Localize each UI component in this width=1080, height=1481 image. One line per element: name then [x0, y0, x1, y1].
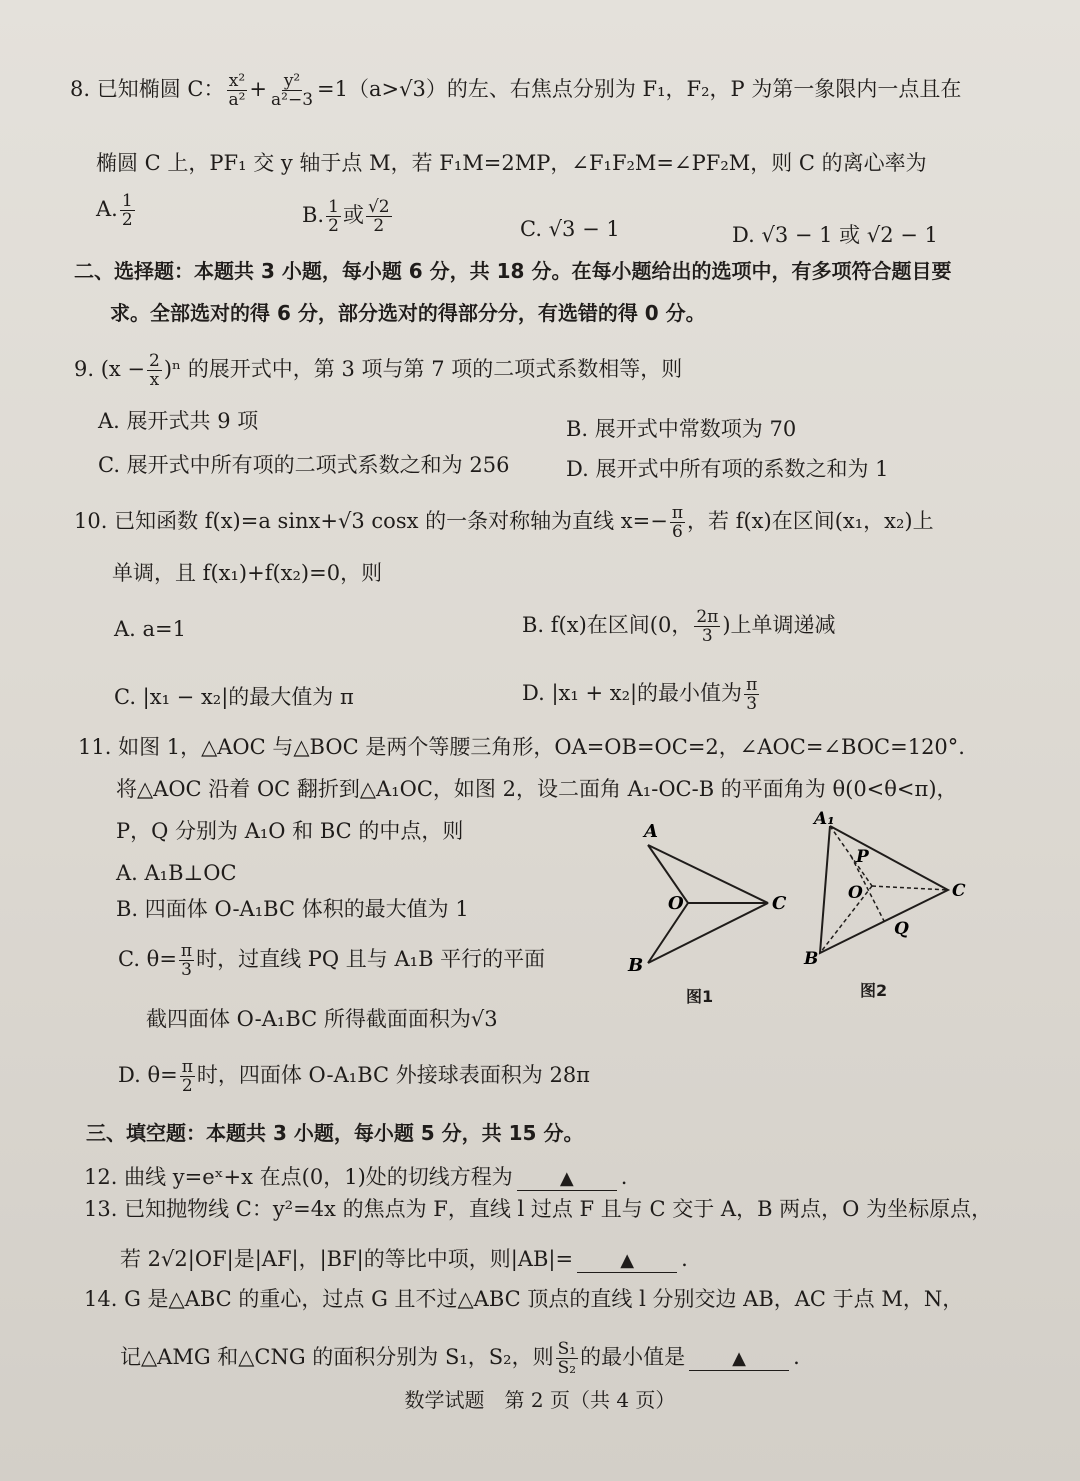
fig1-label-o: O	[668, 893, 684, 914]
q10-option-b: B. f(x)在区间(0， $\frac{2\pi}{3}$ )上单调递减	[522, 607, 836, 646]
section2-instructions: 求。全部选对的得 6 分，部分选对的得部分分，有选错的得 0 分。	[110, 301, 706, 325]
q9-option-a: A. 展开式共 9 项	[98, 409, 259, 433]
q11-option-a: A. A₁B⊥OC	[116, 861, 237, 885]
q12-stem: 12. 曲线 y=eˣ+x 在点(0，1)处的切线方程为 ▲ .	[84, 1165, 628, 1189]
q8-stem-line1: 8. 已知椭圆 C： $\frac{\text{x²}}{\text{a²}}$ + $\frac{\text{y²}}{\text{a²−3}}$ =1（a>√3）的左、右焦点分别为 F₁，F₂，P 为第一象限内一点且在	[70, 71, 962, 110]
q12-answer-blank[interactable]: ▲	[517, 1168, 617, 1191]
q9-stem: 9. (x − $\frac{2}{x}$ )ⁿ 的展开式中，第 3 项与第 7 项的二项式系数相等，则	[74, 351, 683, 390]
q8-frac-y: $\frac{\text{y²}}{\text{a²−3}}$	[271, 71, 314, 110]
q10-option-c: C. |x₁ − x₂|的最大值为 π	[114, 685, 354, 709]
q8-option-b: B. $\frac{1}{2}$ 或 $\frac{√2}{2}$	[302, 197, 390, 236]
q13-answer-blank[interactable]: ▲	[577, 1250, 677, 1273]
fig1-label-b: B	[628, 955, 644, 976]
q11-stem-line2: 将△AOC 沿着 OC 翻折到△A₁OC，如图 2，设二面角 A₁-OC-B 的平面角为 θ(0<θ<π)，	[116, 777, 958, 801]
q14-stem-line2: 记△AMG 和△CNG 的面积分别为 S₁，S₂，则 $\frac{\text{S₁}}{\text{S₂}}$ 的最小值是 ▲ .	[120, 1339, 800, 1378]
section3-heading: 三、填空题：本题共 3 小题，每小题 5 分，共 15 分。	[86, 1121, 584, 1145]
q8-option-d: D. √3 − 1 或 √2 − 1	[732, 223, 938, 247]
q11-option-c-line2: 截四面体 O-A₁BC 所得截面面积为√3	[146, 1007, 498, 1031]
section2-heading: 二、选择题：本题共 3 小题，每小题 6 分，共 18 分。在每小题给出的选项中，有多项符合题目要	[74, 259, 952, 283]
figure-2-caption: 图2	[860, 981, 888, 1000]
q8-stem-prefix: 8. 已知椭圆 C：	[70, 77, 225, 101]
q9-option-d: D. 展开式中所有项的系数之和为 1	[566, 457, 889, 481]
figure-2	[800, 808, 980, 978]
figure-1	[610, 815, 810, 985]
q11-option-c: C. θ= $\frac{\pi}{3}$ 时，过直线 PQ 且与 A₁B 平行的平面	[118, 941, 546, 980]
q8-stem-suffix: =1（a>√3）的左、右焦点分别为 F₁，F₂，P 为第一象限内一点且在	[317, 77, 962, 101]
q8-option-a: A. $\frac{1}{2}$	[96, 191, 133, 230]
q10-stem-line2: 单调，且 f(x₁)+f(x₂)=0，则	[112, 561, 383, 585]
q10-option-a: A. a=1	[114, 617, 186, 641]
fig2-label-p: P	[856, 847, 869, 867]
q11-option-b: B. 四面体 O-A₁BC 体积的最大值为 1	[116, 897, 469, 921]
page-footer: 数学试题 第 2 页（共 4 页）	[404, 1388, 676, 1412]
fig2-label-q: Q	[894, 919, 909, 939]
q13-stem-line1: 13. 已知抛物线 C：y²=4x 的焦点为 F，直线 l 过点 F 且与 C 交于 A，B 两点，O 为坐标原点，	[84, 1197, 993, 1221]
q11-stem-line3: P，Q 分别为 A₁O 和 BC 的中点，则	[116, 819, 464, 843]
fig1-label-c: C	[772, 893, 787, 914]
q14-stem-line1: 14. G 是△ABC 的重心，过点 G 且不过△ABC 顶点的直线 l 分别交边 AB，AC 于点 M，N，	[84, 1287, 964, 1311]
figure-2-drawing	[800, 808, 980, 978]
q14-answer-blank[interactable]: ▲	[689, 1348, 789, 1371]
figure-1-caption: 图1	[686, 987, 714, 1006]
q11-stem-line1: 11. 如图 1，△AOC 与△BOC 是两个等腰三角形，OA=OB=OC=2，∠AOC=∠BOC=120°.	[78, 735, 965, 759]
q13-stem-line2: 若 2√2|OF|是|AF|，|BF|的等比中项，则|AB|= ▲ .	[120, 1247, 688, 1271]
fig2-label-o: O	[848, 883, 863, 903]
fig1-label-a: A	[644, 821, 658, 842]
q8-stem-line2: 椭圆 C 上，PF₁ 交 y 轴于点 M，若 F₁M=2MP，∠F₁F₂M=∠PF₂M，则 C 的离心率为	[96, 151, 927, 175]
fig2-label-b: B	[804, 949, 819, 969]
q8-frac-x: $\frac{\text{x²}}{\text{a²}}$	[228, 71, 246, 110]
q10-option-d: D. |x₁ + x₂|的最小值为 $\frac{\pi}{3}$	[522, 675, 758, 714]
q8-option-c: C. √3 − 1	[520, 217, 620, 241]
fig2-label-a1: A₁	[814, 809, 835, 829]
q11-option-d: D. θ= $\frac{\pi}{2}$ 时，四面体 O-A₁BC 外接球表面积为 28π	[118, 1057, 590, 1096]
q10-stem-line1: 10. 已知函数 f(x)=a sinx+√3 cosx 的一条对称轴为直线 x=− $\frac{\pi}{6}$ ，若 f(x)在区间(x₁，x₂)上	[74, 503, 934, 542]
fig2-label-c: C	[952, 881, 966, 901]
q9-option-c: C. 展开式中所有项的二项式系数之和为 256	[98, 453, 510, 477]
figure-1-drawing	[610, 815, 810, 985]
q9-option-b: B. 展开式中常数项为 70	[566, 417, 797, 441]
